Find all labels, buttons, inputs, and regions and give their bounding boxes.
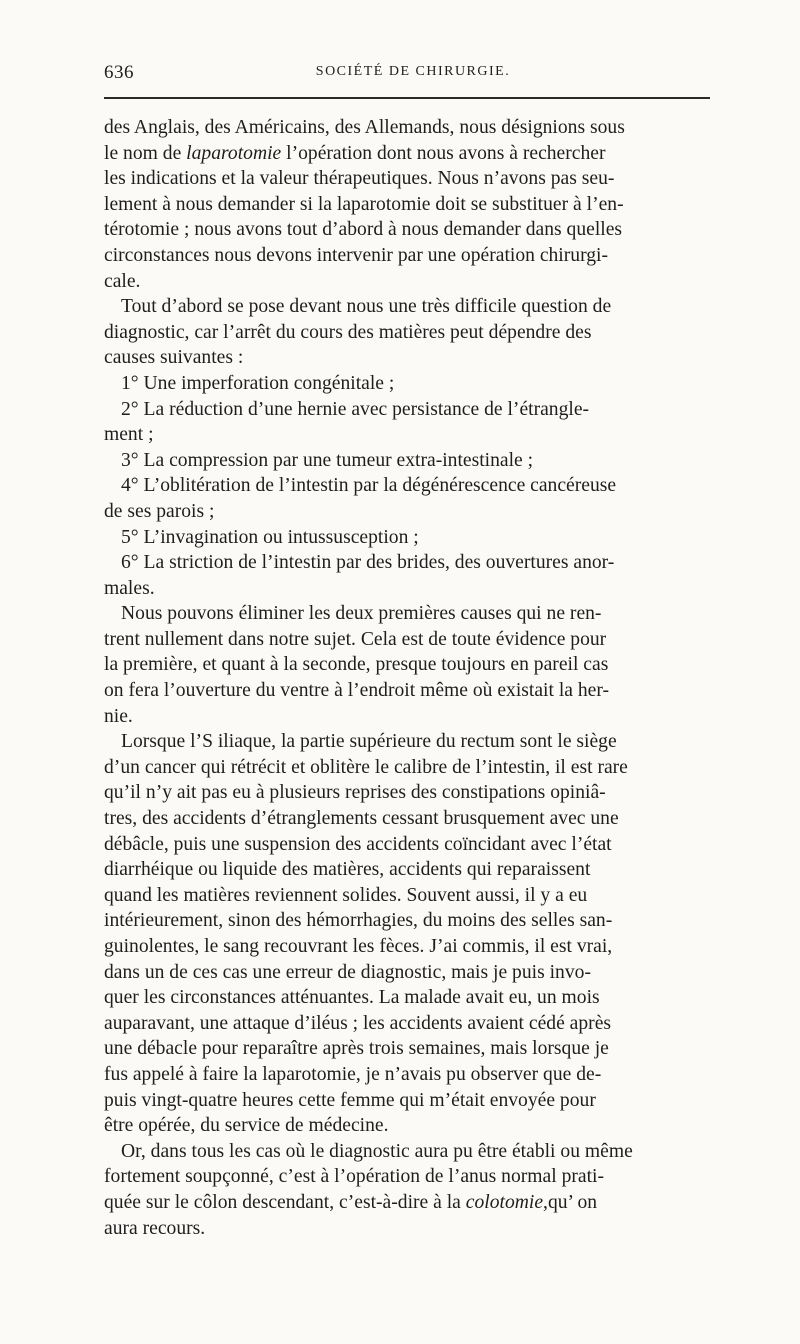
text-line: les indications et la valeur thérapeutiques. Nous n’avons pas seu- bbox=[104, 168, 615, 190]
text-segment: le nom de bbox=[104, 142, 187, 164]
text-line: aura recours. bbox=[104, 1217, 206, 1239]
text-line: qu’il n’y ait pas eu à plusieurs reprises des constipations opiniâ- bbox=[104, 782, 606, 804]
text-line: auparavant, une attaque d’iléus ; les accidents avaient cédé après bbox=[104, 1012, 612, 1034]
text-line: térotomie ; nous avons tout d’abord à nous demander dans quelles bbox=[104, 219, 623, 241]
text-line: dans un de ces cas une erreur de diagnostic, mais je puis invo- bbox=[104, 961, 591, 983]
text-line: on fera l’ouverture du ventre à l’endroit même où existait la her- bbox=[104, 680, 610, 702]
text-line: intérieurement, sinon des hémorrhagies, du moins des selles san- bbox=[104, 910, 613, 932]
text-line: 5° L’invagination ou intussusception ; bbox=[121, 526, 419, 548]
text-segment: l’opération dont nous avons à rechercher bbox=[281, 142, 606, 164]
text-line: débâcle, puis une suspension des accidents coïncidant avec l’état bbox=[104, 833, 612, 855]
text-line: diarrhéique ou liquide des matières, accidents qui reparaissent bbox=[104, 859, 591, 881]
text-line: nie. bbox=[104, 705, 133, 727]
text-line: quand les matières reviennent solides. Souvent aussi, il y a eu bbox=[104, 884, 588, 906]
text-line: 1° Une imperforation congénitale ; bbox=[121, 372, 395, 394]
text-line: fus appelé à faire la laparotomie, je n’avais pu observer que de- bbox=[104, 1063, 602, 1085]
text-line: 6° La striction de l’intestin par des brides, des ouvertures anor- bbox=[121, 552, 615, 574]
text-line: Or, dans tous les cas où le diagnostic aura pu être établi ou même bbox=[121, 1140, 633, 1162]
text-segment: quée sur le côlon descendant, c’est-à-dire à la bbox=[104, 1191, 466, 1213]
text-line: une débacle pour reparaître après trois semaines, mais lorsque je bbox=[104, 1038, 609, 1060]
page-number: 636 bbox=[104, 62, 134, 83]
text-line: 3° La compression par une tumeur extra-intestinale ; bbox=[121, 449, 534, 471]
text-line: ment ; bbox=[104, 424, 154, 446]
text-line: Lorsque l’S iliaque, la partie supérieure du rectum sont le siège bbox=[121, 731, 617, 753]
text-line: males. bbox=[104, 577, 155, 599]
text-line: guinolentes, le sang recouvrant les fèces. J’ai commis, il est vrai, bbox=[104, 936, 613, 957]
italic-term: colotomie bbox=[465, 1191, 544, 1213]
running-title: SOCIÉTÉ DE CHIRURGIE. bbox=[315, 64, 511, 79]
text-line: être opérée, du service de médecine. bbox=[104, 1115, 389, 1137]
text-line: tres, des accidents d’étranglements cessant brusquement avec une bbox=[104, 808, 619, 830]
text-line: la première, et quant à la seconde, presque toujours en pareil cas bbox=[104, 654, 609, 676]
italic-term: laparotomie bbox=[186, 142, 282, 164]
text-segment: ,qu’ on bbox=[543, 1191, 598, 1213]
text-line: puis vingt-quatre heures cette femme qui m’était envoyée pour bbox=[104, 1089, 596, 1111]
text-line: fortement soupçonné, c’est à l’opération de l’anus normal prati- bbox=[104, 1166, 605, 1188]
text-line: lement à nous demander si la laparotomie doit se substituer à l’en- bbox=[104, 193, 624, 215]
body-text bbox=[104, 115, 710, 1241]
header-rule bbox=[104, 97, 710, 99]
text-line: Nous pouvons éliminer les deux premières causes qui ne ren- bbox=[121, 603, 602, 625]
text-line: trent nullement dans notre sujet. Cela est de toute évidence pour bbox=[104, 628, 607, 650]
text-line: Tout d’abord se pose devant nous une très difficile question de bbox=[121, 296, 612, 318]
text-line: cale. bbox=[104, 270, 141, 292]
text-line: des Anglais, des Américains, des Allemands, nous désignions sous bbox=[104, 117, 625, 138]
text-line: 4° L’oblitération de l’intestin par la dégénérescence cancéreuse bbox=[121, 475, 617, 497]
text-line: circonstances nous devons intervenir par une opération chirurgi- bbox=[104, 244, 609, 266]
text-line: d’un cancer qui rétrécit et oblitère le calibre de l’intestin, il est rare bbox=[104, 756, 628, 778]
text-line: de ses parois ; bbox=[104, 500, 215, 522]
text-line bbox=[104, 1190, 710, 1216]
text-line: diagnostic, car l’arrêt du cours des matières peut dépendre des bbox=[104, 321, 592, 343]
page-header bbox=[104, 58, 710, 88]
text-line: causes suivantes : bbox=[104, 347, 244, 369]
text-line: 2° La réduction d’une hernie avec persistance de l’étrangle- bbox=[121, 398, 590, 420]
text-line: quer les circonstances atténuantes. La malade avait eu, un mois bbox=[104, 987, 600, 1009]
text-line bbox=[104, 141, 710, 167]
